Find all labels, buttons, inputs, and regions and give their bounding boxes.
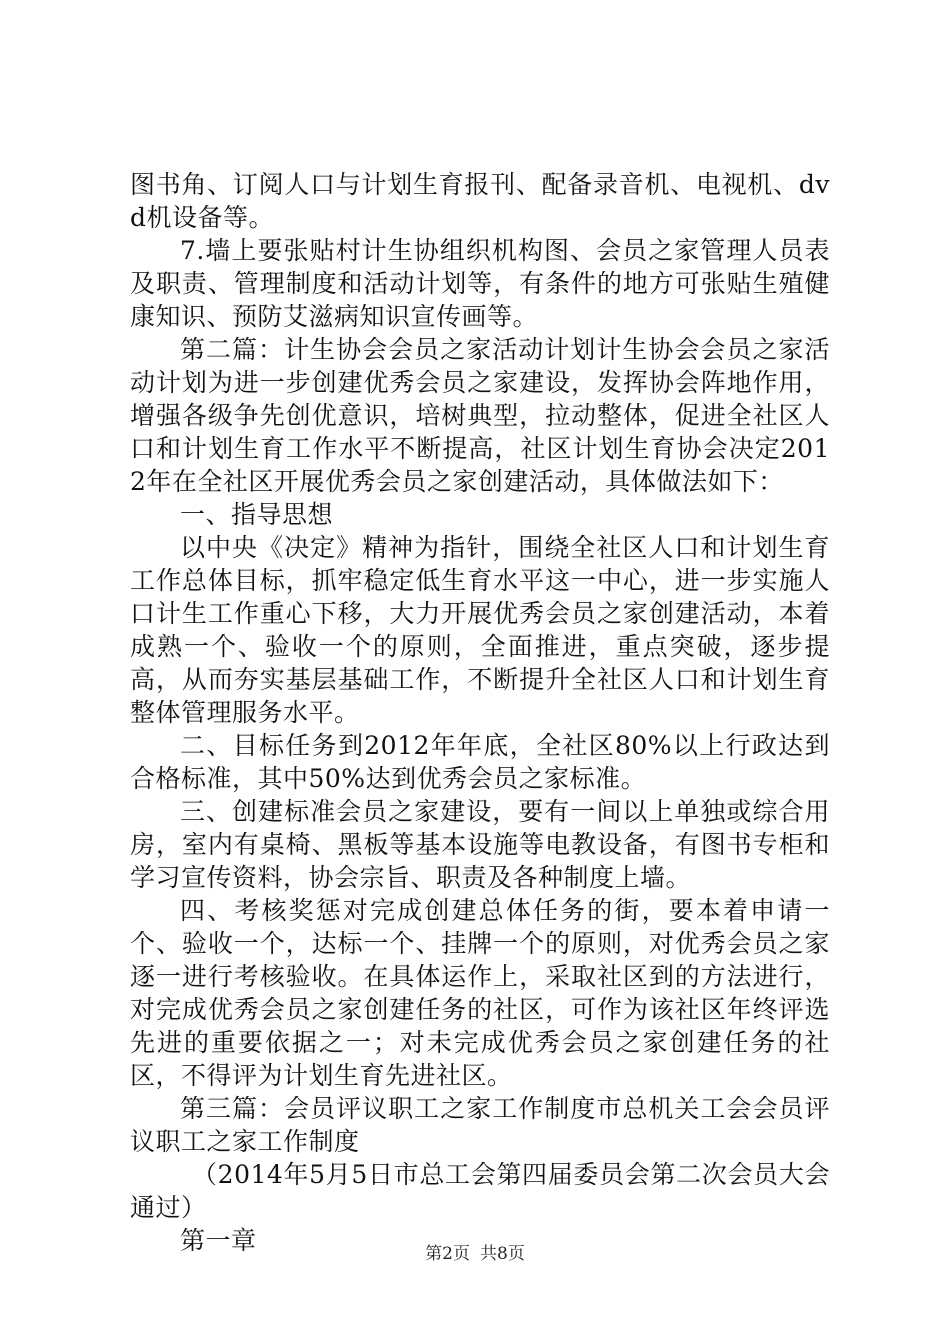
paragraph-guiding-thought: 以中央《决定》精神为指针，围绕全社区人口和计划生育工作总体目标，抓牢稳定低生育水平这一中心，进一步实施人口计生工作重心下移，大力开展优秀会员之家创建活动，本着成熟一个、验收一个的原则，全面推进，重点突破，逐步提高，从而夯实基层基础工作，不断提升全社区人口和计划生育整体管理服务水平。 (130, 533, 830, 727)
paragraph-item-7: 7.墙上要张贴村计生协组织机构图、会员之家管理人员表及职责、管理制度和活动计划等，有条件的地方可张贴生殖健康知识、预防艾滋病知识宣传画等。 (130, 236, 830, 331)
page-number: 第2页 (425, 1244, 470, 1264)
paragraph-part-three: 第三篇：会员评议职工之家工作制度市总机关工会会员评议职工之家工作制度 (130, 1094, 830, 1156)
paragraph-targets: 二、目标任务到2012年年底，全社区80%以上行政达到合格标准，其中50%达到优秀会员之家标准。 (130, 731, 830, 793)
page-footer (0, 1243, 950, 1265)
paragraph-assessment: 四、考核奖惩对完成创建总体任务的街，要本着申请一个、验收一个，达标一个、挂牌一个的原则，对优秀会员之家逐一进行考核验收。在具体运作上，采取社区到的方法进行，对完成优秀会员之家创建任务的社区，可作为该社区年终评选先进的重要依据之一；对未完成优秀会员之家创建任务的社区，不得评为计划生育先进社区。 (130, 896, 830, 1090)
paragraph-adoption-note: （2014年5月5日市总工会第四届委员会第二次会员大会通过） (130, 1160, 830, 1222)
page-total: 共8页 (480, 1244, 525, 1264)
paragraph-part-two: 第二篇：计生协会会员之家活动计划计生协会会员之家活动计划为进一步创建优秀会员之家建设，发挥协会阵地作用，增强各级争先创优意识，培树典型，拉动整体，促进全社区人口和计划生育工作水平不断提高，社区计划生育协会决定2012年在全社区开展优秀会员之家创建活动，具体做法如下： (130, 335, 830, 496)
section-heading-guiding-thought: 一、指导思想 (180, 500, 334, 529)
document-body (130, 168, 830, 1257)
paragraph-standards: 三、创建标准会员之家建设，要有一间以上单独或综合用房，室内有桌椅、黑板等基本设施等电教设备，有图书专柜和学习宣传资料，协会宗旨、职责及各种制度上墙。 (130, 797, 830, 892)
paragraph-continuation: 图书角、订阅人口与计划生育报刊、配备录音机、电视机、dvd机设备等。 (130, 170, 830, 232)
chapter-heading: 第一章 (180, 1226, 257, 1255)
